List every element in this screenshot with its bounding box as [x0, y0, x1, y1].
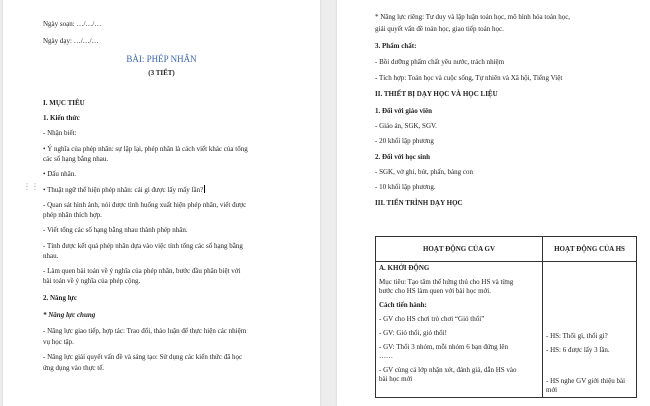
text-line: - Tích hợp: Toán học và cuộc sống, Tự nhiên và Xã hội, Tiếng Việt — [375, 74, 563, 82]
text-line: - Viết tổng các số hạng bằng nhau thành phép nhân. — [43, 226, 188, 234]
subsection-heading: * Năng lực chung — [43, 311, 96, 319]
text-line: ứng dụng vào thực tế. — [43, 364, 105, 372]
text-line: giải quyết vấn đề toán học, giao tiếp toán học. — [375, 25, 504, 33]
document-page-right — [337, 0, 650, 406]
text-line-with-cursor[interactable] — [43, 185, 205, 195]
table-text: bước cho HS làm quen với bài học mới. — [379, 287, 491, 295]
table-cell-gv — [376, 262, 543, 398]
table-text: mới — [546, 386, 558, 394]
text-line: • Thuật ngữ thể hiện phép nhân: cái gì được lấy mấy lần? — [43, 186, 204, 194]
table-text: Mục tiêu: Tạo tâm thế hứng thú cho HS và từng — [379, 278, 514, 286]
text-line: nhau. — [43, 252, 59, 260]
text-line: - 20 khối lập phương — [375, 137, 434, 145]
table-text: - GV: Thổi 3 nhóm, mỗi nhóm 6 bạn đứng lên — [379, 343, 508, 351]
lesson-title: BÀI: PHÉP NHÂN — [126, 54, 197, 64]
text-line: - Làm quen bài toán về ý nghĩa của phép nhân, bước đầu phân biệt với — [43, 267, 241, 275]
table-text: Cách tiến hành: — [379, 301, 427, 309]
document-page-left — [3, 0, 320, 406]
text-line: các số hạng bằng nhau. — [43, 155, 109, 163]
table-text: …… — [379, 352, 393, 360]
date-teach: Ngày dạy: …/…/… — [43, 37, 99, 45]
text-line: - Nhận biết: — [43, 129, 77, 137]
text-line: - Tính được kết quả phép nhân dựa vào việc tính tổng các số hạng bằng — [43, 242, 243, 250]
text-line: bài toán về ý nghĩa của phép cộng. — [43, 277, 141, 285]
text-line: - Quan sát hình ảnh, nói được tình huống xuất hiện phép nhân, viết được — [43, 201, 247, 209]
table-cell-hs — [543, 262, 637, 398]
section-heading: III. TIẾN TRÌNH DẠY HỌC — [375, 199, 463, 207]
text-line: phép nhân thích hợp. — [43, 211, 102, 219]
text-line: - Năng lực giao tiếp, hợp tác: Trao đổi, thảo luận để thực hiện các nhiệm — [43, 327, 247, 335]
text-line: - 10 khối lập phương. — [375, 183, 436, 191]
table-header-gv: HOẠT ĐỘNG CỦA GV — [376, 237, 543, 262]
date-prep: Ngày soạn: …/…/… — [43, 20, 102, 28]
table-text: - HS nghe GV giới thiệu bài — [546, 377, 626, 385]
table-text: - GV: Gió thổi, gió thổi! — [379, 329, 447, 337]
table-text: - HS: 6 được lấy 3 lần. — [546, 346, 610, 354]
section-heading: II. THIẾT BỊ DẠY HỌC VÀ HỌC LIỆU — [375, 90, 498, 98]
subsection-heading: 2. Đối với học sinh — [375, 153, 431, 161]
table-section-title: A. KHỞI ĐỘNG — [379, 264, 430, 272]
section-heading: I. MỤC TIÊU — [43, 99, 85, 107]
table-header-hs: HOẠT ĐỘNG CỦA HS — [543, 237, 637, 262]
table-text: - HS: Thổi gì, thổi gì? — [546, 332, 608, 340]
subsection-heading: 2. Năng lực — [43, 294, 77, 302]
drag-handle-icon[interactable]: ⋮⋮ — [23, 182, 39, 191]
text-line: • Ý nghĩa của phép nhân: sự lặp lại, phép nhân là cách viết khác của tổng — [43, 145, 248, 153]
text-line: • Dấu nhân. — [43, 170, 76, 178]
text-line: - Bồi dưỡng phẩm chất yêu nước, trách nhiệm — [375, 58, 505, 66]
text-line: - SGK, vở ghi, bút, phấn, bảng con — [375, 168, 473, 176]
table-text: - GV cùng cả lớp nhận xét, đánh giá, dẫn HS vào — [379, 366, 517, 374]
text-line: * Năng lực riêng: Tư duy và lập luận toán học, mô hình hóa toán học, — [375, 13, 571, 21]
activity-table — [375, 236, 637, 398]
text-cursor — [204, 185, 205, 193]
subsection-heading: 3. Phẩm chất: — [375, 42, 417, 50]
subsection-heading: 1. Kiến thức — [43, 114, 80, 122]
subsection-heading: 1. Đối với giáo viên — [375, 107, 432, 115]
text-line: - Giáo án, SGK, SGV. — [375, 122, 437, 130]
text-line: vụ học tập. — [43, 338, 74, 346]
text-line: - Năng lực giải quyết vấn đề và sáng tạo: Sử dụng các kiến thức đã học — [43, 353, 243, 361]
table-text: bài học mới — [379, 375, 413, 383]
lesson-periods: (3 TIẾT) — [148, 69, 175, 77]
table-text: - GV cho HS chơi trò chơi “Gió thổi” — [379, 315, 485, 323]
